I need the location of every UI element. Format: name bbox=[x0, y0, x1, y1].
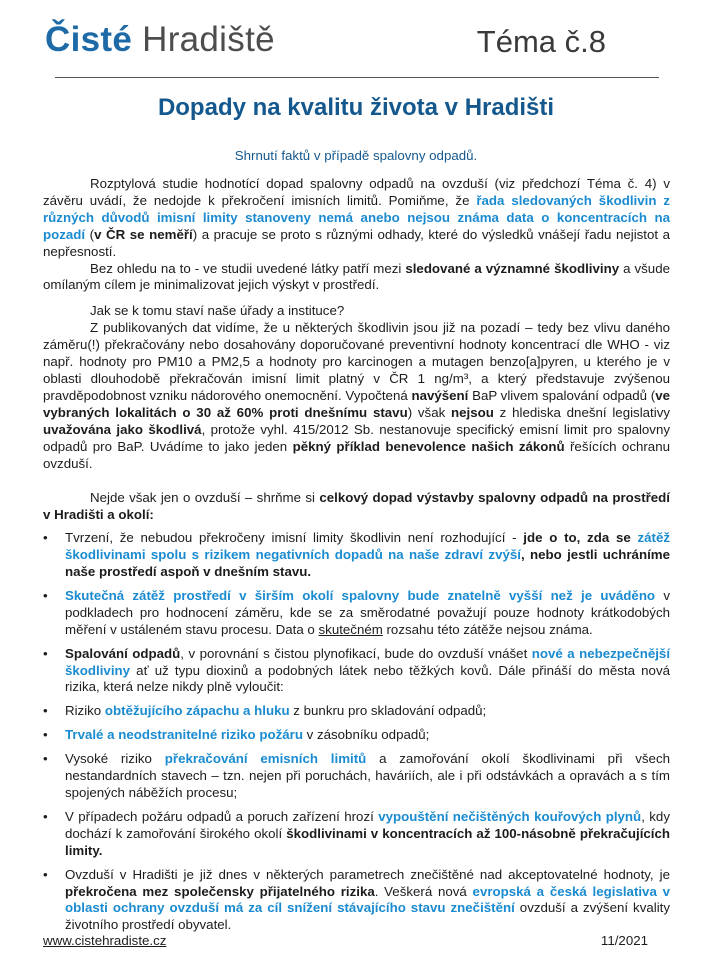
text: V případech požáru odpadů a poruch zařízení hrozí bbox=[65, 808, 379, 824]
bullet: • bbox=[43, 587, 48, 603]
text: Bez ohledu na to - ve studii uvedené látky patří mezi bbox=[90, 260, 406, 276]
list-item bbox=[43, 646, 670, 697]
bullet: • bbox=[43, 808, 48, 824]
bold-text: v ČR se neměří bbox=[94, 226, 193, 242]
website-link[interactable]: www.cistehradiste.cz bbox=[43, 933, 167, 948]
text: v zásobníku odpadů; bbox=[302, 727, 430, 743]
text: Z publikovaných dat vidíme, že u některých škodlivin jsou již na pozadí – tedy bez vlivu daného záměru(!) překračovány nebo dosahovány doporučované preventivní hodnoty koncentrací dle WHO - viz např. hodnoty pro PM10 a PM2,5 a hodnoty pro karcinogen a mutagen benzo[a]pyren, u kterého je v oblasti dlouhodobě překračován imisní limit platný v ČR 1 ng/m³, a který představuje zvýšenou pravděpodobnost vzniku nádorového onemocnění. Vypočtená bbox=[43, 320, 670, 403]
highlight: zátěž škodlivinami spolu s rizikem negativních dopadů na naše zdraví zvýší bbox=[65, 530, 670, 563]
text: ) a pracuje se proto s různými odhady, které do výsledků vnášejí řadu nejistot a nepřesností. bbox=[43, 226, 671, 259]
paragraph-3: Jak se k tomu staví naše úřady a instituce? bbox=[90, 303, 345, 319]
issue-date: 11/2021 bbox=[600, 933, 648, 948]
logo-word-2: Hradiště bbox=[142, 20, 275, 59]
text: Riziko bbox=[65, 703, 105, 719]
bold-text: sledované a významné škodliviny bbox=[405, 260, 620, 276]
highlight: nové a nebezpečnější škodliviny bbox=[65, 645, 671, 678]
topic-number: Téma č.8 bbox=[476, 24, 606, 59]
bullet: • bbox=[43, 703, 48, 719]
highlight: vypouštění nečištěných kouřových plynů bbox=[378, 808, 642, 824]
text: ovzduší a zvýšení kvality životního prostředí obyvatel. bbox=[65, 900, 670, 933]
text: Ovzduší v Hradišti je již dnes v některých parametrech znečištěné nad akceptovatelné hodnoty, je bbox=[65, 866, 670, 882]
text: , kdy dochází k zamořování širokého okolí bbox=[65, 808, 670, 841]
list-item bbox=[43, 588, 670, 639]
text: Nejde však jen o ovzduší – shrňme si bbox=[90, 490, 320, 506]
bold-text: nejsou bbox=[451, 404, 494, 420]
highlight: evropská a česká legislativa v oblasti ochrany ovzduší má za cíl snížení stávajícího stavu znečištění bbox=[65, 883, 670, 916]
highlight: řada sledovaných škodlivin z různých důvodů imisní limity stanoveny nemá anebo nejsou známa data o koncentracích na pozadí bbox=[43, 192, 670, 242]
bold-text: pěkný příklad benevolence našich zákonů bbox=[292, 438, 565, 454]
bold-text: ve vybraných lokalitách o 30 až 60% proti dnešnímu stavu bbox=[43, 387, 670, 420]
text: z hlediska dnešní legislativy bbox=[493, 404, 670, 420]
bold-text: jde o to, zda se bbox=[523, 530, 638, 546]
text: ) však bbox=[407, 404, 452, 420]
text: . Veškerá nová bbox=[374, 883, 473, 899]
page-title: Dopady na kvalitu života v Hradišti bbox=[157, 94, 555, 121]
bullet: • bbox=[43, 751, 48, 767]
highlight: obtěžujícího zápachu a hluku bbox=[104, 703, 290, 719]
paragraph-1 bbox=[43, 176, 670, 261]
highlight: překračování emisních limitů bbox=[164, 751, 367, 767]
text: Vysoké riziko bbox=[65, 751, 165, 767]
text: , v porovnání s čistou plynofikací, bude do ovzduší vnášet bbox=[180, 645, 532, 661]
text: , protože vyhl. 415/2012 Sb. nestanovuje specifický emisní limit pro spalovny odpadů pro BaP. Uvádíme to jako jeden bbox=[43, 421, 671, 454]
bold-text: , nebo jestli uchráníme naše prostředí aspoň v dnešním stavu. bbox=[65, 547, 670, 580]
text: Tvrzení, že nebudou překročeny imisní limity škodlivin není rozhodující - bbox=[65, 530, 524, 546]
text: z bunkru pro skladování odpadů; bbox=[289, 703, 487, 719]
bold-text: navýšení bbox=[411, 387, 469, 403]
paragraph-5 bbox=[43, 490, 670, 524]
bold-text: uvažována jako škodlivá bbox=[43, 421, 202, 437]
list-item bbox=[43, 703, 670, 720]
document-body bbox=[43, 176, 670, 941]
paragraph-4 bbox=[43, 320, 670, 472]
list-item bbox=[43, 530, 670, 581]
text: řešících ochranu ovzduší. bbox=[43, 438, 670, 471]
bold-text: škodlivinami v koncentracích až 100-násobně překračujících limity. bbox=[65, 825, 670, 858]
impact-list bbox=[43, 530, 670, 934]
bullet: • bbox=[43, 530, 48, 546]
text: ( bbox=[85, 226, 95, 242]
list-item bbox=[43, 727, 670, 744]
list-item bbox=[43, 867, 670, 935]
bold-text: celkový dopad výstavby spalovny odpadů na prostředí v Hradišti a okolí: bbox=[43, 490, 671, 523]
logo bbox=[45, 18, 275, 62]
list-item bbox=[43, 809, 670, 860]
text: v podkladech pro hodnocení záměru, kde se za směrodatné považují pouze hodnoty krátkodobých měření v ustáleném stavu procesu. Data o bbox=[65, 587, 670, 637]
logo-word-1: Čisté bbox=[45, 20, 133, 59]
text: rozsahu této zátěže nejsou známa. bbox=[382, 621, 593, 637]
list-item bbox=[43, 751, 670, 802]
text: a všude omílaným cílem je minimalizovat jejich výskyt v prostředí. bbox=[43, 260, 670, 293]
bullet: • bbox=[43, 727, 48, 743]
text: ať už typu dioxinů a podobných látek nebo těžkých kovů. Dále přináší do města nová rizika, která nelze nikdy plně vyloučit: bbox=[65, 662, 670, 695]
text: Rozptylová studie hodnotící dopad spalovny odpadů na ovzduší (viz předchozí Téma č. 4) v závěru uvádí, že nedojde k překročení imisních limitů. Pomiňme, že bbox=[43, 176, 670, 208]
bullet: • bbox=[43, 866, 48, 882]
bold-text: Spalování odpadů bbox=[65, 645, 181, 661]
text: a zamořování okolí škodlivinami při všech nestandardních stavech – tzn. nejen při poruchách, haváriích, ale i při odstávkách a opravách a s tím spojených náběžích procesu; bbox=[65, 751, 670, 800]
highlight: Skutečná zátěž prostředí v širším okolí spalovny bude znatelně vyšší než je uváděno bbox=[65, 587, 656, 603]
page-subtitle: Shrnutí faktů v případě spalovny odpadů. bbox=[234, 148, 478, 163]
underlined-text: skutečném bbox=[318, 621, 383, 637]
bullet: • bbox=[43, 645, 48, 661]
highlight: Trvalé a neodstranitelné riziko požáru bbox=[65, 727, 303, 743]
text: BaP vlivem spalování odpadů ( bbox=[468, 387, 656, 403]
header-divider bbox=[55, 77, 659, 78]
bold-text: překročena mez společensky přijatelného rizika bbox=[65, 883, 375, 899]
paragraph-2 bbox=[43, 261, 670, 295]
